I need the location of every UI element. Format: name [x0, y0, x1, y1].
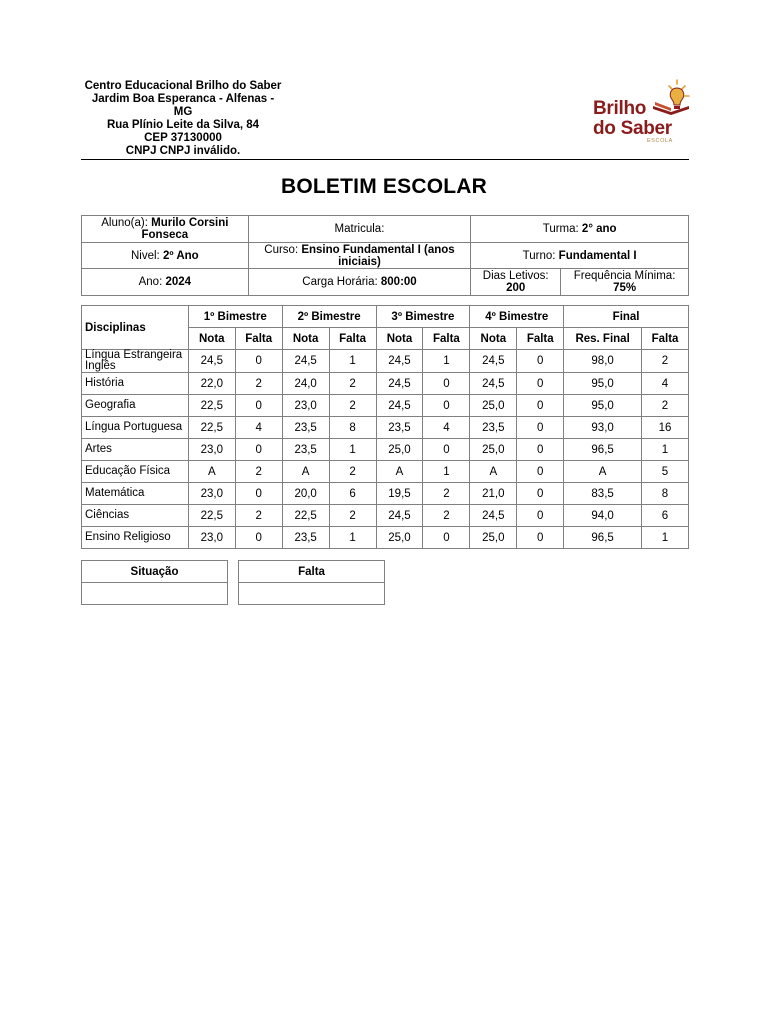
falta-b1-cell: 2 [235, 461, 282, 483]
discipline-name: História [82, 373, 189, 395]
falta-b1-cell: 2 [235, 373, 282, 395]
falta-summary-table [238, 560, 385, 605]
falta-header: Falta [642, 328, 689, 350]
falta-b2-cell: 1 [329, 350, 376, 373]
falta-final-cell: 2 [642, 350, 689, 373]
disciplinas-header: Disciplinas [82, 306, 189, 350]
falta-b1-cell: 0 [235, 395, 282, 417]
nota-b1-cell: 24,5 [188, 350, 235, 373]
nota-b4-cell: 24,5 [470, 350, 517, 373]
table-row [82, 373, 689, 395]
frequencia-label: Frequência Mínima: [573, 270, 676, 282]
nota-header: Nota [376, 328, 423, 350]
falta-final-cell: 2 [642, 395, 689, 417]
nota-b3-cell: 25,0 [376, 439, 423, 461]
bimestre-3-header: 3º Bimestre [376, 306, 470, 328]
table-row [82, 417, 689, 439]
nota-b4-cell: 24,5 [470, 373, 517, 395]
falta-header: Falta [517, 328, 564, 350]
table-row [82, 461, 689, 483]
falta-b3-cell: 1 [423, 461, 470, 483]
falta-b2-cell: 2 [329, 505, 376, 527]
header-divider [81, 159, 689, 160]
nota-b3-cell: 19,5 [376, 483, 423, 505]
discipline-name: Educação Física [82, 461, 189, 483]
table-row [82, 483, 689, 505]
falta-summary-header: Falta [239, 561, 385, 583]
school-cnpj: CNPJ CNPJ inválido. [125, 145, 241, 157]
res-final-header: Res. Final [564, 328, 642, 350]
falta-b4-cell: 0 [517, 439, 564, 461]
carga-label: Carga Horária: [302, 276, 378, 288]
turno-value: Fundamental I [558, 249, 637, 262]
falta-final-cell: 1 [642, 527, 689, 549]
falta-b3-cell: 2 [423, 483, 470, 505]
falta-b3-cell: 4 [423, 417, 470, 439]
dias-label: Dias Letivos: [482, 270, 549, 282]
discipline-name: Ensino Religioso [82, 527, 189, 549]
falta-final-cell: 5 [642, 461, 689, 483]
falta-final-cell: 16 [642, 417, 689, 439]
turma-cell [471, 216, 689, 243]
situacao-value [82, 583, 228, 605]
matricula-cell [248, 216, 471, 243]
falta-b1-cell: 2 [235, 505, 282, 527]
falta-b4-cell: 0 [517, 350, 564, 373]
school-neighborhood: Jardim Boa Esperanca - Alfenas - MG [91, 93, 275, 118]
logo-line-3: ESCOLA [647, 138, 673, 144]
nota-b3-cell: 25,0 [376, 527, 423, 549]
frequencia-value: 75% [613, 282, 637, 294]
nota-b2-cell: 23,5 [282, 417, 329, 439]
nota-b3-cell: 24,5 [376, 350, 423, 373]
discipline-name: Artes [82, 439, 189, 461]
discipline-name: Ciências [82, 505, 189, 527]
ano-label: Ano: [138, 276, 163, 288]
nota-b4-cell: A [470, 461, 517, 483]
falta-b1-cell: 0 [235, 439, 282, 461]
aluno-value: Murilo Corsini Fonseca [141, 217, 229, 241]
res-final-cell: 95,0 [564, 395, 642, 417]
res-final-cell: 94,0 [564, 505, 642, 527]
res-final-cell: 95,0 [564, 373, 642, 395]
res-final-cell: A [564, 461, 642, 483]
turno-label: Turno: [522, 249, 556, 262]
falta-final-cell: 6 [642, 505, 689, 527]
res-final-cell: 96,5 [564, 439, 642, 461]
falta-b3-cell: 0 [423, 439, 470, 461]
nota-header: Nota [282, 328, 329, 350]
discipline-name: Língua Estrangeira Inglês [82, 350, 189, 373]
grades-table [81, 305, 689, 549]
matricula-label: Matricula: [334, 223, 385, 235]
ano-cell [82, 269, 249, 296]
nota-b1-cell: 22,5 [188, 505, 235, 527]
situacao-header: Situação [82, 561, 228, 583]
nota-b1-cell: 23,0 [188, 527, 235, 549]
nota-b1-cell: A [188, 461, 235, 483]
dias-value: 200 [506, 282, 526, 294]
nota-b1-cell: 22,5 [188, 417, 235, 439]
falta-b4-cell: 0 [517, 373, 564, 395]
nota-b4-cell: 21,0 [470, 483, 517, 505]
falta-b3-cell: 0 [423, 395, 470, 417]
nota-b3-cell: 24,5 [376, 505, 423, 527]
falta-header: Falta [423, 328, 470, 350]
frequencia-cell [561, 269, 689, 296]
nota-b2-cell: 23,5 [282, 439, 329, 461]
falta-b2-cell: 1 [329, 527, 376, 549]
falta-b4-cell: 0 [517, 527, 564, 549]
nota-b4-cell: 25,0 [470, 439, 517, 461]
turno-cell [471, 243, 689, 269]
falta-b2-cell: 6 [329, 483, 376, 505]
table-row [82, 395, 689, 417]
falta-b3-cell: 2 [423, 505, 470, 527]
nota-b2-cell: 24,0 [282, 373, 329, 395]
discipline-name: Língua Portuguesa [82, 417, 189, 439]
ano-value: 2024 [165, 276, 192, 288]
lightbulb-book-icon [647, 78, 691, 118]
nota-b3-cell: A [376, 461, 423, 483]
res-final-cell: 96,5 [564, 527, 642, 549]
table-row [82, 439, 689, 461]
falta-b1-cell: 4 [235, 417, 282, 439]
turma-label: Turma: [542, 223, 579, 235]
final-header: Final [564, 306, 689, 328]
falta-b2-cell: 1 [329, 439, 376, 461]
falta-b3-cell: 1 [423, 350, 470, 373]
falta-b4-cell: 0 [517, 417, 564, 439]
nota-b4-cell: 23,5 [470, 417, 517, 439]
bimestre-1-header: 1º Bimestre [188, 306, 282, 328]
nivel-value: 2º Ano [162, 249, 199, 262]
page-title: BOLETIM ESCOLAR [281, 175, 487, 198]
nota-b4-cell: 25,0 [470, 395, 517, 417]
school-street: Rua Plínio Leite da Silva, 84 [106, 119, 260, 131]
school-header [81, 78, 689, 160]
nota-b1-cell: 23,0 [188, 439, 235, 461]
falta-summary-value [239, 583, 385, 605]
falta-b2-cell: 8 [329, 417, 376, 439]
nivel-cell [82, 243, 249, 269]
table-row [82, 350, 689, 373]
falta-final-cell: 4 [642, 373, 689, 395]
falta-b2-cell: 2 [329, 395, 376, 417]
logo-line-1: Brilho [593, 98, 647, 119]
falta-b4-cell: 0 [517, 461, 564, 483]
school-info [81, 80, 285, 158]
nota-b2-cell: 24,5 [282, 350, 329, 373]
falta-b4-cell: 0 [517, 395, 564, 417]
nota-b2-cell: 20,0 [282, 483, 329, 505]
student-info-table [81, 215, 689, 296]
logo-line-2: do Saber [593, 118, 672, 139]
nota-b3-cell: 24,5 [376, 373, 423, 395]
turma-value: 2° ano [581, 223, 617, 235]
nota-b4-cell: 25,0 [470, 527, 517, 549]
nota-b1-cell: 23,0 [188, 483, 235, 505]
falta-b1-cell: 0 [235, 483, 282, 505]
school-name: Centro Educacional Brilho do Saber [84, 80, 282, 92]
nota-b2-cell: 23,0 [282, 395, 329, 417]
falta-header: Falta [235, 328, 282, 350]
falta-b2-cell: 2 [329, 373, 376, 395]
nivel-label: Nivel: [131, 249, 160, 262]
falta-b3-cell: 0 [423, 527, 470, 549]
discipline-name: Matemática [82, 483, 189, 505]
school-cep: CEP 37130000 [144, 132, 222, 144]
res-final-cell: 93,0 [564, 417, 642, 439]
nota-b3-cell: 23,5 [376, 417, 423, 439]
nota-b1-cell: 22,0 [188, 373, 235, 395]
curso-cell [248, 243, 471, 269]
falta-b1-cell: 0 [235, 350, 282, 373]
res-final-cell: 98,0 [564, 350, 642, 373]
falta-b2-cell: 2 [329, 461, 376, 483]
falta-b1-cell: 0 [235, 527, 282, 549]
nota-b4-cell: 24,5 [470, 505, 517, 527]
school-logo [591, 78, 691, 144]
table-row [82, 505, 689, 527]
nota-b1-cell: 22,5 [188, 395, 235, 417]
curso-label: Curso: [264, 243, 299, 256]
falta-final-cell: 8 [642, 483, 689, 505]
nota-b2-cell: A [282, 461, 329, 483]
res-final-cell: 83,5 [564, 483, 642, 505]
situacao-table [81, 560, 228, 605]
discipline-name: Geografia [82, 395, 189, 417]
grades-body [82, 350, 689, 549]
bimestre-4-header: 4º Bimestre [470, 306, 564, 328]
aluno-label: Aluno(a): [101, 217, 148, 229]
falta-final-cell: 1 [642, 439, 689, 461]
table-row [82, 527, 689, 549]
nota-header: Nota [188, 328, 235, 350]
falta-header: Falta [329, 328, 376, 350]
nota-b2-cell: 23,5 [282, 527, 329, 549]
dias-cell [471, 269, 561, 296]
carga-value: 800:00 [380, 276, 417, 288]
nota-b2-cell: 22,5 [282, 505, 329, 527]
nota-b3-cell: 24,5 [376, 395, 423, 417]
carga-cell [248, 269, 471, 296]
falta-b3-cell: 0 [423, 373, 470, 395]
falta-b4-cell: 0 [517, 505, 564, 527]
nota-header: Nota [470, 328, 517, 350]
falta-b4-cell: 0 [517, 483, 564, 505]
bimestre-2-header: 2º Bimestre [282, 306, 376, 328]
curso-value: Ensino Fundamental I (anos iniciais) [301, 243, 455, 268]
aluno-cell [82, 216, 249, 243]
